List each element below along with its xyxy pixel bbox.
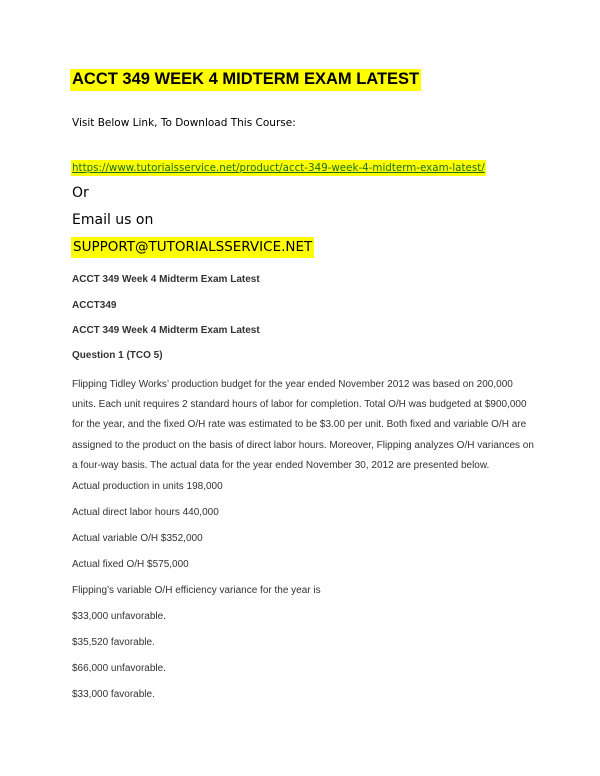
question-line: Flipping Tidley Works’ production budget for the year ended November 2012 was based on 200,000 (72, 379, 513, 390)
heading-exam-title-2: ACCT 349 Week 4 Midterm Exam Latest (72, 325, 260, 336)
course-link[interactable]: https://www.tutorialsservice.net/product/acct-349-week-4-midterm-exam-latest/ (72, 162, 485, 174)
question-line: a four-way basis. The actual data for the year ended November 30, 2012 are presented below. (72, 459, 490, 471)
question-line: units. Each unit requires 2 standard hours of labor for completion. Total O/H was budgeted at $900,000 (72, 399, 527, 411)
email-us-text: Email us on (72, 212, 154, 228)
question-line: assigned to the product on the basis of direct labor hours. Moreover, Flipping analyzes O/H variances on (72, 439, 534, 451)
data-line: Actual fixed O/H $575,000 (72, 559, 189, 570)
data-line: Actual direct labor hours 440,000 (72, 507, 219, 518)
heading-exam-title: ACCT 349 Week 4 Midterm Exam Latest (72, 274, 260, 285)
course-code: ACCT349 (72, 300, 117, 311)
answer-option: $66,000 unfavorable. (72, 663, 166, 674)
support-email: SUPPORT@TUTORIALSSERVICE.NET (71, 237, 314, 258)
answer-option: $33,000 favorable. (72, 689, 155, 700)
answer-option: $35,520 favorable. (72, 637, 155, 648)
answer-option: $33,000 unfavorable. (72, 611, 166, 622)
question-line: for the year, and the fixed O/H rate was estimated to be $3.00 per unit. Both fixed and variable O/H are (72, 419, 527, 431)
data-line: Actual production in units 198,000 (72, 481, 223, 492)
data-line: Actual variable O/H $352,000 (72, 533, 203, 544)
question-label: Question 1 (TCO 5) (72, 350, 163, 361)
question-paragraph (72, 375, 532, 476)
or-text: Or (72, 185, 89, 201)
document-title: ACCT 349 WEEK 4 MIDTERM EXAM LATEST (70, 69, 421, 91)
visit-text: Visit Below Link, To Download This Course: (72, 117, 296, 129)
question-prompt: Flipping’s variable O/H efficiency variance for the year is (72, 585, 321, 596)
